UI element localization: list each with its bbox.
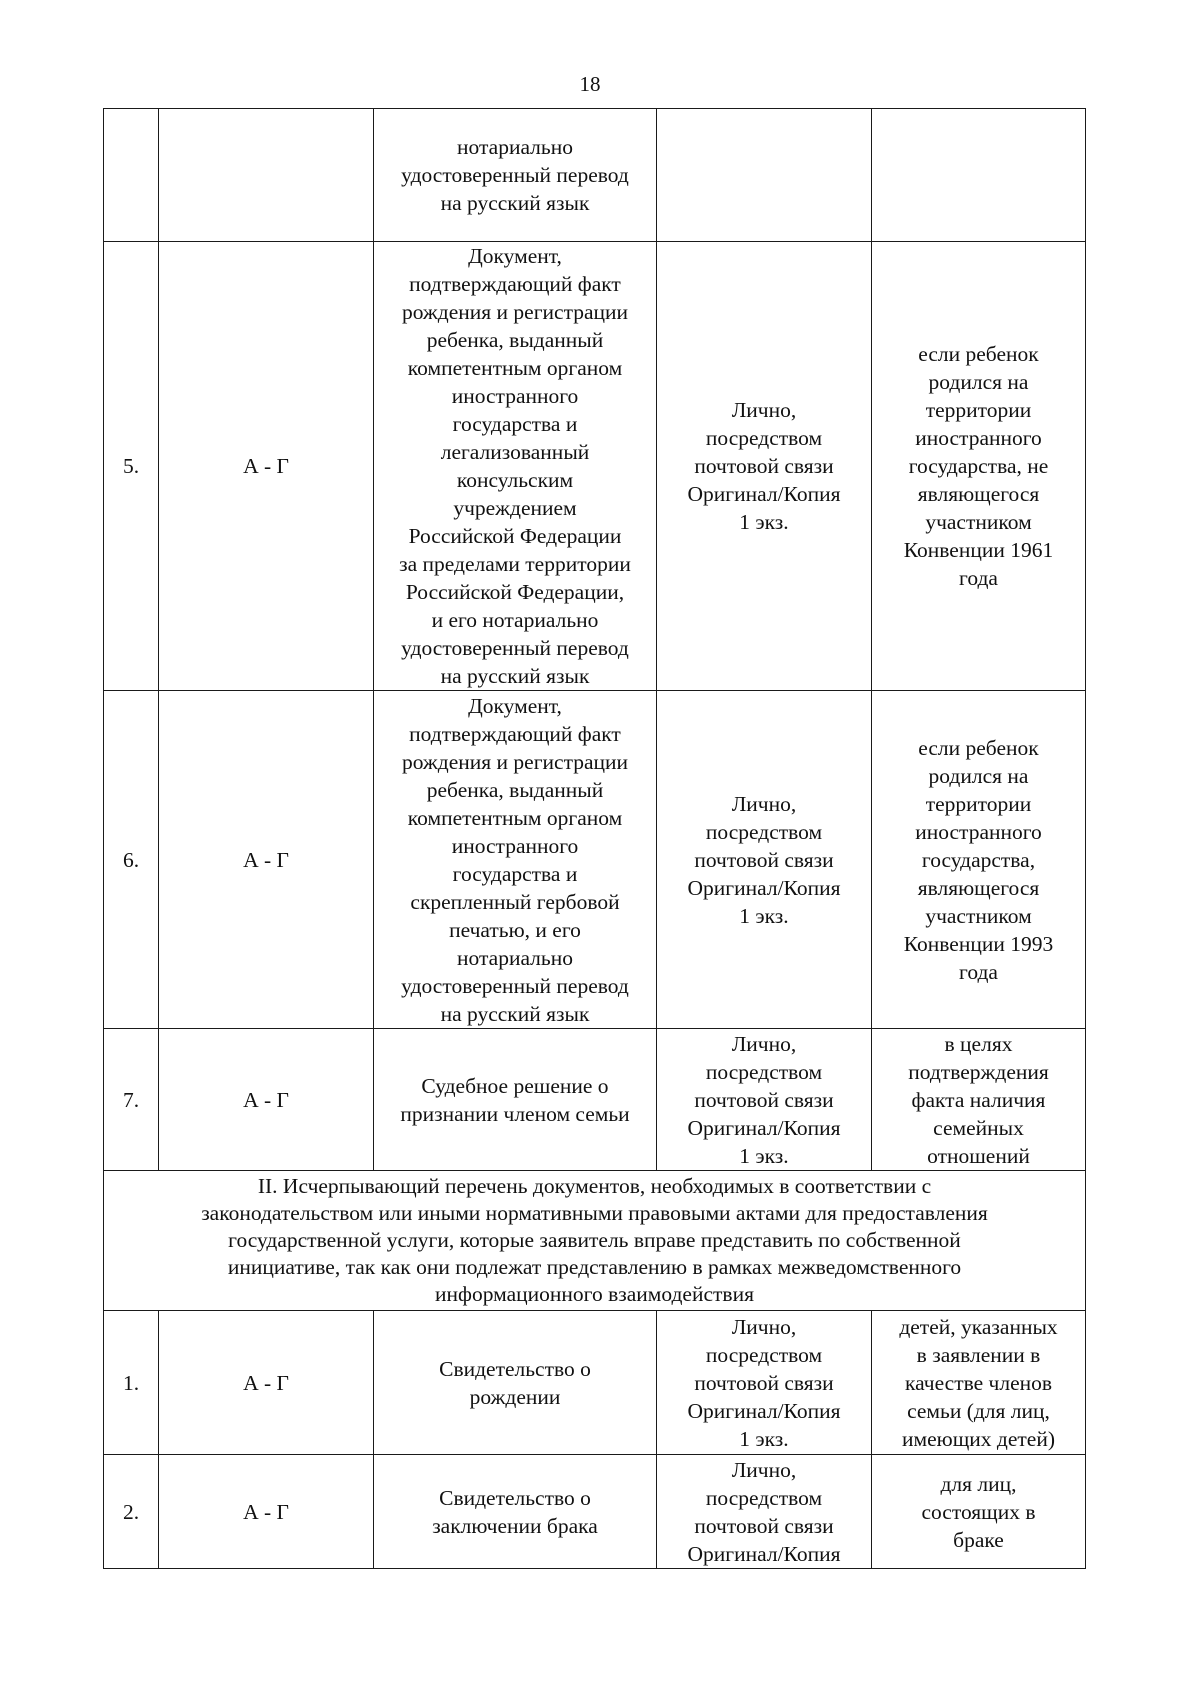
document-name-line: скрепленный гербовой: [410, 889, 620, 914]
document-name-line: нотариально: [457, 945, 573, 970]
submission-condition: [872, 1311, 1086, 1455]
submission-condition-line: участником: [925, 510, 1032, 534]
document-name-line: ребенка, выданный: [426, 328, 604, 352]
submission-condition-line: в заявлении в: [916, 1342, 1041, 1367]
submission-condition-line: качестве членов: [904, 1370, 1053, 1395]
submission-method-line: посредством: [705, 426, 823, 450]
submission-method-line: 1 экз.: [739, 510, 789, 534]
applicant-category: А - Г: [159, 1455, 374, 1569]
submission-condition-line: имеющих детей): [902, 1426, 1055, 1451]
section-ii-heading: [104, 1171, 1086, 1311]
submission-method-line: 1 экз.: [739, 1143, 789, 1168]
document-name-line: Документ,: [468, 244, 562, 268]
submission-method: [657, 109, 872, 242]
table-row: [104, 691, 1086, 1029]
submission-condition-line: территории: [925, 791, 1032, 816]
row-number: 7.: [104, 1029, 159, 1171]
submission-condition: [872, 109, 1086, 242]
submission-method-line: 1 экз.: [739, 903, 789, 928]
submission-condition: [872, 1029, 1086, 1171]
document-name-line: и его нотариально: [431, 608, 599, 632]
submission-condition-line: государства,: [921, 847, 1036, 872]
document-name-line: консульским: [456, 468, 574, 492]
submission-condition-line: родился на: [928, 370, 1029, 394]
document-name-line: учреждением: [453, 496, 577, 520]
submission-method-line: Лично,: [731, 791, 797, 816]
section-ii-line: законодательством или иными нормативными правовыми актами для предоставления: [201, 1201, 988, 1225]
submission-method-line: почтовой связи: [694, 847, 834, 872]
document-name-line: за пределами территории: [399, 552, 631, 576]
submission-condition-line: года: [959, 959, 998, 984]
submission-condition-line: семьи (для лиц,: [907, 1398, 1050, 1423]
submission-condition-line: Конвенции 1961: [903, 538, 1054, 562]
row-number: 1.: [104, 1311, 159, 1455]
submission-method-line: почтовой связи: [694, 1513, 834, 1538]
document-name-line: нотариально: [457, 135, 573, 159]
section-ii-line: информационного взаимодействия: [435, 1282, 754, 1306]
document-name-line: удостоверенный перевод: [401, 973, 629, 998]
submission-method-line: Лично,: [731, 1031, 797, 1056]
row-number: 6.: [104, 691, 159, 1029]
submission-method-line: Лично,: [731, 398, 797, 422]
submission-method-line: Оригинал/Копия: [687, 1541, 841, 1566]
submission-method-line: посредством: [705, 1485, 823, 1510]
submission-condition-line: для лиц,: [940, 1471, 1017, 1496]
document-name-line: легализованный: [440, 440, 590, 464]
applicant-category: А - Г: [159, 1029, 374, 1171]
document-name-line: удостоверенный перевод: [401, 163, 629, 187]
submission-condition-line: если ребенок: [918, 735, 1039, 760]
document-name: [374, 109, 657, 242]
submission-method-line: почтовой связи: [694, 1087, 834, 1112]
document-name-line: иностранного: [451, 833, 579, 858]
document-name-line: Судебное решение о: [421, 1073, 609, 1098]
section-ii-line: государственной услуги, которые заявитель вправе представить по собственной: [228, 1228, 961, 1252]
document-name-line: государства и: [452, 861, 578, 886]
submission-method-line: Оригинал/Копия: [687, 875, 841, 900]
document-name-line: на русский язык: [440, 191, 590, 215]
submission-condition-line: родился на: [928, 763, 1029, 788]
document-name: [374, 1455, 657, 1569]
document-name-line: рождения и регистрации: [401, 749, 629, 774]
submission-condition-line: иностранного: [915, 819, 1042, 844]
submission-condition-line: детей, указанных: [899, 1314, 1058, 1339]
submission-method: [657, 691, 872, 1029]
submission-condition-line: браке: [953, 1527, 1004, 1552]
document-name-line: рождении: [469, 1384, 561, 1409]
submission-method-line: Оригинал/Копия: [687, 482, 841, 506]
applicant-category: А - Г: [159, 691, 374, 1029]
submission-condition-line: отношений: [927, 1143, 1030, 1168]
document-name-line: рождения и регистрации: [401, 300, 629, 324]
submission-condition-line: государства, не: [908, 454, 1049, 478]
row-number: 5.: [104, 242, 159, 691]
table-row: [104, 109, 1086, 242]
document-name-line: удостоверенный перевод: [401, 636, 629, 660]
document-name-line: Свидетельство о: [439, 1485, 591, 1510]
submission-method-line: почтовой связи: [694, 454, 834, 478]
submission-method: [657, 1311, 872, 1455]
submission-condition-line: Конвенции 1993: [903, 931, 1054, 956]
document-name-line: признании членом семьи: [400, 1101, 630, 1126]
row-number: 2.: [104, 1455, 159, 1569]
document-name: [374, 1311, 657, 1455]
submission-condition-line: являющегося: [917, 875, 1040, 900]
document-name: [374, 242, 657, 691]
submission-condition-line: года: [959, 566, 998, 590]
document-name-line: на русский язык: [440, 1001, 590, 1026]
submission-method: [657, 1029, 872, 1171]
document-name-line: Свидетельство о: [439, 1356, 591, 1381]
submission-condition-line: если ребенок: [918, 342, 1039, 366]
table-row: [104, 1029, 1086, 1171]
submission-condition-line: подтверждения: [908, 1059, 1049, 1084]
document-name-line: Российской Федерации: [408, 524, 622, 548]
submission-method-line: посредством: [705, 819, 823, 844]
document-name-line: иностранного: [451, 384, 579, 408]
page-number: 18: [579, 72, 601, 96]
document-name-line: компетентным органом: [407, 356, 623, 380]
submission-method-line: Лично,: [731, 1457, 797, 1482]
section-ii-line: II. Исчерпывающий перечень документов, необходимых в соответствии с: [257, 1174, 932, 1198]
submission-condition-line: являющегося: [917, 482, 1040, 506]
submission-method-line: 1 экз.: [739, 1426, 789, 1451]
table-row: [104, 1455, 1086, 1569]
submission-condition: [872, 242, 1086, 691]
submission-condition-line: территории: [925, 398, 1032, 422]
document-name-line: Документ,: [468, 693, 562, 718]
document-name-line: заключении брака: [432, 1513, 598, 1538]
row-number: [104, 109, 159, 242]
submission-method-line: почтовой связи: [694, 1370, 834, 1395]
submission-condition: [872, 1455, 1086, 1569]
submission-condition-line: в целях: [944, 1031, 1013, 1056]
submission-condition-line: состоящих в: [921, 1499, 1036, 1524]
applicant-category: [159, 109, 374, 242]
table-row: [104, 1311, 1086, 1455]
document-name-line: государства и: [452, 412, 578, 436]
table-row: [104, 242, 1086, 691]
submission-condition: [872, 691, 1086, 1029]
submission-condition-line: семейных: [933, 1115, 1024, 1140]
document-name-line: подтверждающий факт: [409, 272, 621, 296]
document-name-line: ребенка, выданный: [426, 777, 604, 802]
submission-method-line: Оригинал/Копия: [687, 1115, 841, 1140]
submission-method-line: посредством: [705, 1342, 823, 1367]
applicant-category: А - Г: [159, 1311, 374, 1455]
document-name: [374, 1029, 657, 1171]
submission-condition-line: иностранного: [915, 426, 1042, 450]
submission-method-line: Лично,: [731, 1314, 797, 1339]
document-name-line: на русский язык: [440, 664, 590, 688]
section-ii-line: инициативе, так как они подлежат представлению в рамках межведомственного: [227, 1255, 962, 1279]
applicant-category: А - Г: [159, 242, 374, 691]
documents-table: [103, 108, 1086, 1569]
submission-method: [657, 242, 872, 691]
document-name-line: подтверждающий факт: [409, 721, 621, 746]
submission-method: [657, 1455, 872, 1569]
submission-condition-line: участником: [925, 903, 1032, 928]
submission-method-line: посредством: [705, 1059, 823, 1084]
submission-method-line: Оригинал/Копия: [687, 1398, 841, 1423]
document-name-line: печатью, и его: [449, 917, 581, 942]
submission-condition-line: факта наличия: [911, 1087, 1046, 1112]
document-name-line: компетентным органом: [407, 805, 623, 830]
section-ii-row: [104, 1171, 1086, 1311]
document-name-line: Российской Федерации,: [405, 580, 625, 604]
document-name: [374, 691, 657, 1029]
